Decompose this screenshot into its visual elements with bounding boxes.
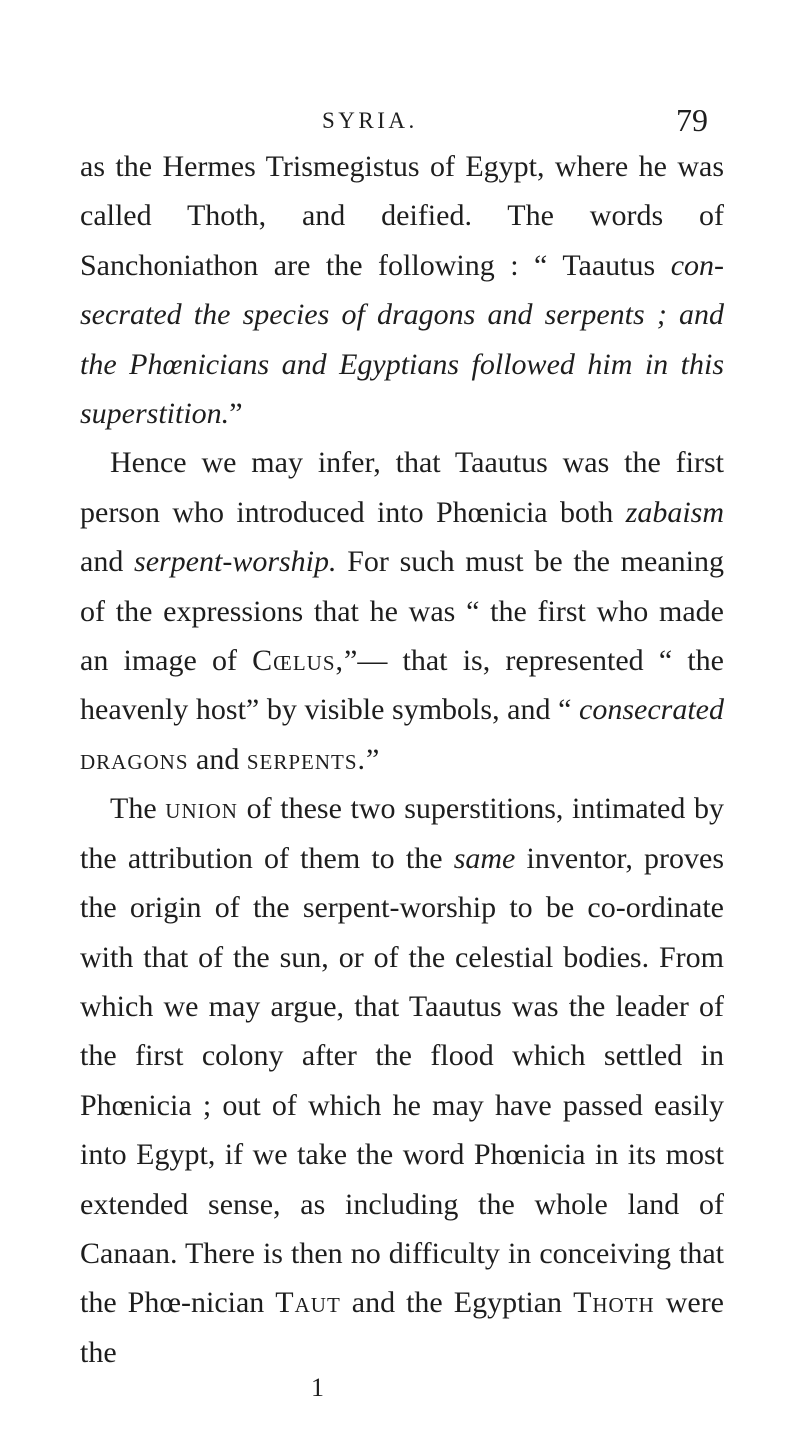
paragraph-3 (80, 784, 724, 1377)
page-number: 79 (676, 102, 708, 138)
text-run: and (80, 545, 135, 579)
text-run: and the Egyptian (340, 1286, 574, 1320)
text-run: For such must be the meaning of the expressions that he was “ the first who made an image of (80, 545, 724, 678)
signature-mark: 1 (311, 1373, 324, 1402)
text-run: ” (229, 397, 243, 431)
small-caps-text: Taut (275, 1286, 341, 1320)
italic-text: con-secrated the species of dragons and serpents ; and the Phœnicians and Egyptians followed him in this superstition. (80, 248, 724, 431)
italic-text: serpent-worship. (134, 545, 337, 579)
text-run: ”— that is, represented “ the heavenly host” by visible symbols, and “ (80, 644, 724, 727)
small-caps-text: dragons (80, 742, 189, 776)
paragraph-1 (80, 142, 724, 438)
italic-text: zabaism (625, 495, 724, 529)
text-run: were the (80, 1286, 725, 1369)
running-head: SYRIA. (322, 108, 418, 133)
italic-text: same (453, 841, 516, 875)
paragraph-2 (80, 438, 724, 784)
text-run: as the Hermes Trismegistus of Egypt, where he was called Thoth, and deified. The words of Sanchoniathon are the following : “ Taautus (80, 150, 724, 282)
small-caps-text: Thoth (573, 1286, 655, 1320)
text-run: inventor, proves the origin of the serpent-worship to be co-ordinate with that of the sun, or of the celestial bodies. From which we may argue, that Taautus was the leader of the first colony after the flood which settled in Phœnicia ; out of which he may have passed easily into Egypt, if we take the word Phœnicia in its most extended sense, as including the whole land of Canaan. There is then no difficulty in conceiving that the Phœ-nician (80, 841, 725, 1320)
italic-text: consecrated (579, 693, 724, 727)
text-run: and (188, 742, 247, 776)
small-caps-text: union (165, 792, 238, 826)
text-run: Hence we may infer, that Taautus was the first person who introduced into Phœnicia both (80, 446, 724, 529)
small-caps-text: Cœlus, (252, 644, 345, 678)
text-run: of these two superstitions, intimated by the attribution of them to the (80, 792, 724, 875)
text-run: ” (366, 742, 380, 776)
text-run: The (110, 792, 166, 826)
body-text (80, 142, 724, 1377)
small-caps-text: serpents. (246, 742, 367, 776)
